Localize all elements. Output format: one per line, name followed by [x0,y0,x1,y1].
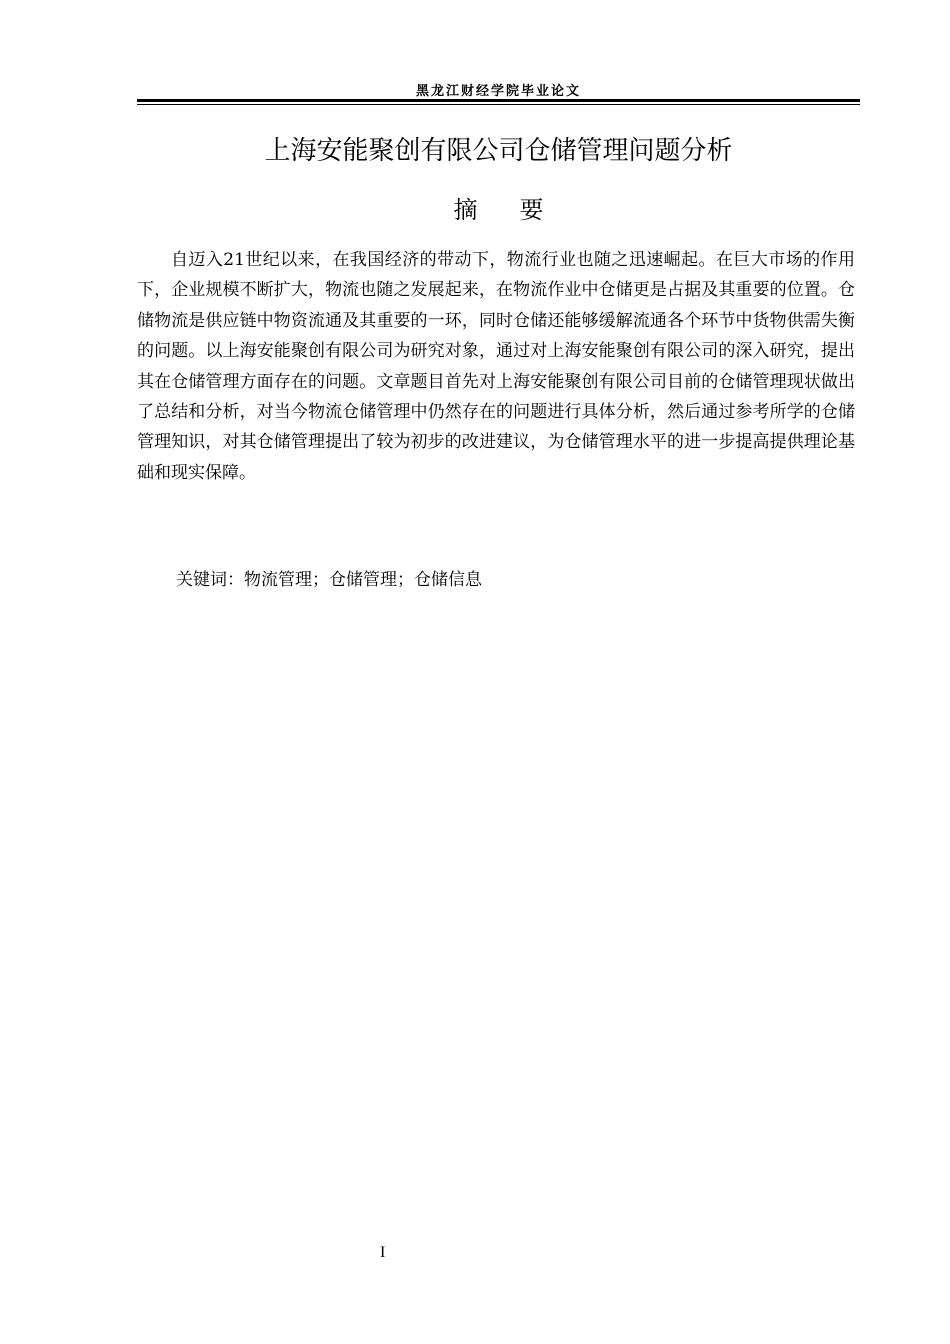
running-header: 黑龙江财经学院毕业论文 [415,84,581,99]
header-rule-thin [137,104,860,105]
document-title: 上海安能聚创有限公司仓储管理问题分析 [264,136,733,166]
keywords-label: 关键词： [176,570,244,590]
abstract-body: 自迈入21世纪以来，在我国经济的带动下，物流行业也随之迅速崛起。在巨大市场的作用下，企业规模不断扩大，物流也随之发展起来，在物流作业中仓储更是占据及其重要的位置。仓储物流是供应链中物资流通及其重要的一环，同时仓储还能够缓解流通各个环节中货物供需失衡的问题。以上海安能聚创有限公司为研究对象，通过对上海安能聚创有限公司的深入研究，提出其在仓储管理方面存在的问题。文章题目首先对上海安能聚创有限公司目前的仓储管理现状做出了总结和分析，对当今物流仓储管理中仍然存在的问题进行具体分析，然后通过参考所学的仓储管理知识，对其仓储管理提出了较为初步的改进建议，为仓储管理水平的进一步提高提供理论基础和现实保障。 [137,250,855,483]
page-number: I [380,1244,386,1261]
keywords-line [176,565,482,590]
header-rule-thick [137,99,860,102]
abstract-heading: 摘要 [453,196,586,224]
keywords-value: 物流管理；仓储管理；仓储信息 [244,570,482,590]
